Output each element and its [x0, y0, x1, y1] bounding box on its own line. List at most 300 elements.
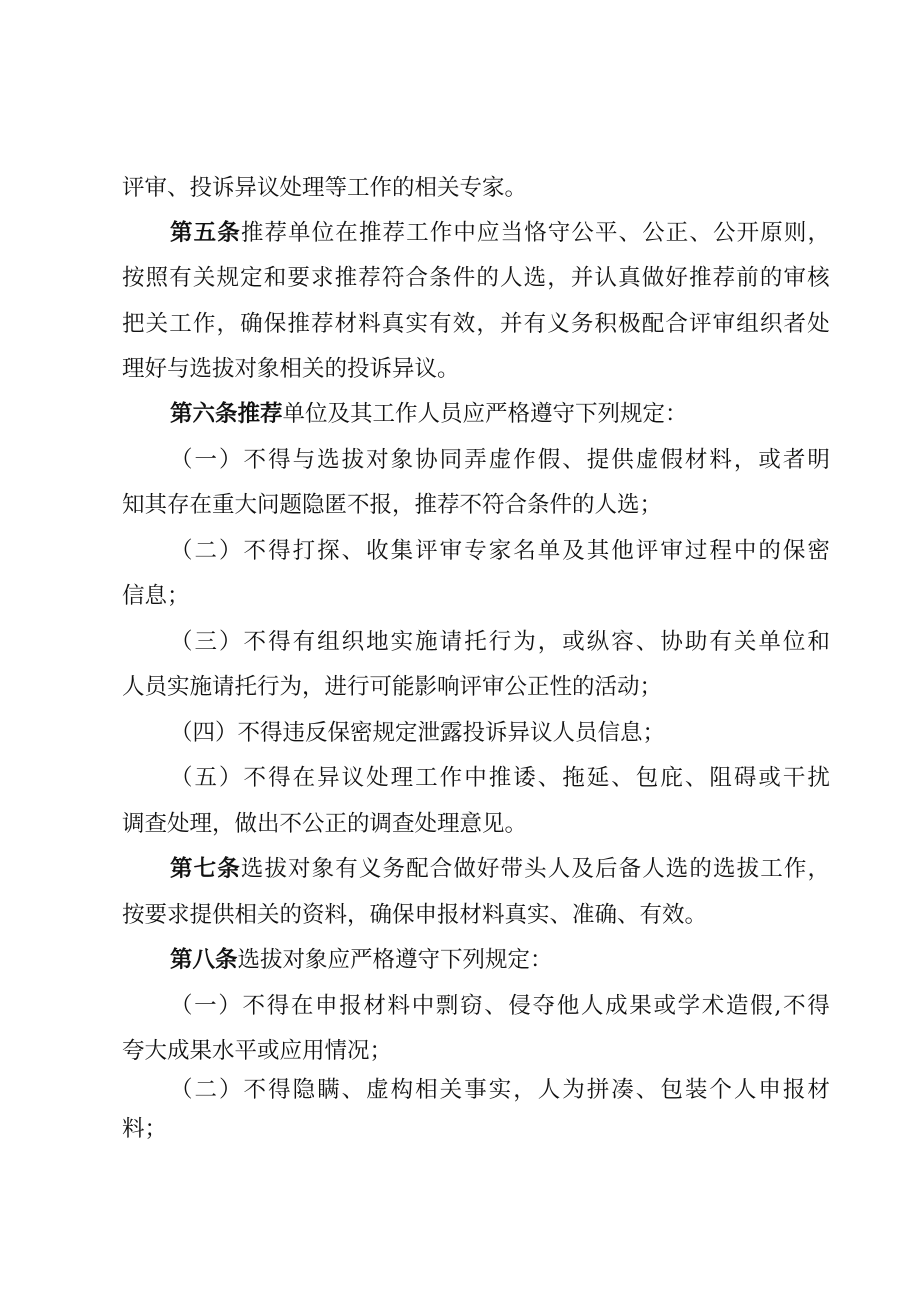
text-char: 得	[807, 993, 830, 1019]
text-char: 造	[725, 993, 749, 1019]
text-char: 核	[807, 265, 830, 291]
text-char: 要	[287, 265, 310, 291]
text-char: 相	[415, 1077, 438, 1103]
text-char: ，	[216, 311, 240, 337]
text-char: 名	[513, 538, 536, 564]
text-char: 申	[315, 993, 338, 1019]
text-char: 瞒	[317, 1077, 340, 1103]
text-char: 假	[660, 447, 683, 473]
text-char: 请	[439, 629, 463, 655]
text-char: 或	[653, 993, 676, 1019]
text-char: 推	[689, 265, 712, 291]
article-8-line	[170, 942, 553, 978]
text-char: 中	[453, 220, 476, 246]
text-char: 保	[782, 538, 806, 564]
text-char: 工	[415, 765, 438, 791]
text-char: 料	[358, 311, 381, 337]
text-char: 的	[476, 265, 499, 291]
text-char: 作	[192, 311, 216, 337]
text-char: 者	[783, 311, 807, 337]
text-char: 得	[268, 765, 291, 791]
text-char: 虚	[488, 447, 512, 473]
text-char: 他	[611, 538, 634, 564]
text-char: 原	[760, 220, 783, 246]
text-char: 推	[488, 765, 512, 791]
text-char: 探	[317, 538, 340, 564]
text-char: 同	[439, 447, 463, 473]
text-char: 弄	[464, 447, 487, 473]
text-char: 作	[439, 765, 463, 791]
text-char: 荐	[382, 220, 405, 246]
text-char: 异	[317, 765, 340, 791]
text-char: 、	[484, 993, 507, 1019]
text-char: 守	[547, 220, 571, 246]
text-char: 、	[635, 629, 659, 655]
text-char: 的	[758, 538, 781, 564]
text-char: 托	[464, 629, 487, 655]
text-char: 认	[594, 265, 618, 291]
text-char: 当	[500, 220, 524, 246]
text-char: 做	[641, 265, 665, 291]
text-char: 人	[500, 265, 523, 291]
text-char: 凑	[611, 1077, 634, 1103]
text-char: 有	[523, 311, 547, 337]
text-char: 协	[415, 447, 438, 473]
text-char: 者	[782, 447, 806, 473]
text-char: 在	[292, 765, 316, 791]
text-char: 密	[807, 538, 830, 564]
article-heading-char: 五	[193, 220, 217, 246]
text-char: 纵	[586, 629, 610, 655]
text-char: 家	[488, 538, 512, 564]
text-char: 他	[556, 993, 580, 1019]
text-char: 、	[684, 765, 708, 791]
text-char: 选	[523, 265, 547, 291]
text-char: 、	[689, 220, 712, 246]
text-char: 集	[390, 538, 414, 564]
text-char: 前	[736, 265, 759, 291]
text-char: 单	[758, 629, 781, 655]
text-char: 明	[807, 447, 830, 473]
text-char: 规	[216, 265, 240, 291]
text-char: 审	[660, 538, 683, 564]
text-char: 阻	[709, 765, 732, 791]
text-char: 推	[334, 265, 358, 291]
text-char: 组	[317, 629, 340, 655]
text-char: 象	[390, 447, 414, 473]
text-char: 保	[263, 311, 287, 337]
text-char: 审	[712, 311, 736, 337]
text-char: 议	[341, 765, 365, 791]
text-char: 地	[366, 629, 389, 655]
text-char: 象	[311, 856, 335, 882]
text-char: 收	[366, 538, 389, 564]
text-char: 料	[387, 993, 411, 1019]
text-char: 申	[758, 1077, 781, 1103]
text-char: 实	[390, 629, 414, 655]
text-char: 不	[243, 447, 267, 473]
text-line	[122, 306, 830, 342]
text-char: 对	[288, 856, 311, 882]
text-line: 理好与选拔对象相关的投诉异议。	[122, 356, 460, 382]
text-char: 、	[341, 538, 365, 564]
text-char: 备	[618, 856, 642, 882]
text-char: 工	[406, 220, 429, 246]
text-char: 中	[411, 993, 435, 1019]
text-char: 和	[807, 629, 830, 655]
text-char: 夺	[532, 993, 556, 1019]
text-char: 五	[194, 765, 218, 791]
text-segment: 选拔对象应严格遵守下列规定：	[237, 947, 553, 973]
text-char: 成	[605, 993, 628, 1019]
article-heading-char: 七	[193, 856, 217, 882]
text-char: 学	[677, 993, 701, 1019]
text-char: 为	[562, 1077, 585, 1103]
text-char: 效	[452, 311, 476, 337]
text-char: 推	[358, 220, 382, 246]
text-char: 、	[618, 220, 642, 246]
text-char: 对	[366, 447, 389, 473]
text-line: （四）不得违反保密规定泄露投诉异议人员信息；	[170, 720, 666, 746]
text-char: 把	[122, 311, 145, 337]
text-char: 得	[268, 629, 291, 655]
text-char: 正	[665, 220, 689, 246]
article-heading-char: 条	[217, 856, 240, 882]
text-line	[170, 624, 830, 660]
text-char: 中	[464, 765, 487, 791]
text-char: ，	[807, 220, 830, 246]
text-char: 有	[335, 856, 358, 882]
text-char: 专	[464, 538, 487, 564]
text-char: 术	[701, 993, 725, 1019]
text-char: 过	[684, 538, 708, 564]
text-char: 推	[240, 220, 264, 246]
text-char: 人	[642, 856, 665, 882]
text-char: 位	[782, 629, 806, 655]
text-char: 配	[406, 856, 429, 882]
text-char: 实	[405, 311, 429, 337]
text-char: 有	[429, 311, 452, 337]
text-char: 庇	[660, 765, 683, 791]
text-char: 虚	[635, 447, 659, 473]
text-line: 夸大成果水平或应用情况；	[122, 1038, 393, 1064]
text-char: 拔	[341, 447, 365, 473]
text-char: 拖	[562, 765, 585, 791]
article-5-line	[170, 215, 830, 251]
text-char: 织	[341, 629, 365, 655]
text-char: 并	[500, 311, 523, 337]
text-char: 容	[611, 629, 634, 655]
text-char: 位	[311, 220, 335, 246]
text-char: 关	[192, 265, 216, 291]
text-char: ）	[219, 765, 242, 791]
text-char: （	[170, 629, 193, 655]
text-char: 组	[736, 311, 759, 337]
text-char: ，	[537, 629, 561, 655]
text-char: 选	[713, 856, 736, 882]
text-char: 报	[339, 993, 362, 1019]
text-char: 干	[782, 765, 806, 791]
article-heading-char: 第	[170, 856, 193, 882]
text-char: 荐	[264, 220, 287, 246]
text-char: ）	[218, 993, 241, 1019]
text-char: 件	[452, 265, 476, 291]
text-char: 审	[783, 265, 807, 291]
text-char: 关	[145, 311, 169, 337]
text-char: 处	[807, 311, 830, 337]
text-char: 评	[689, 311, 712, 337]
text-char: 二	[194, 1077, 218, 1103]
text-char: 不	[242, 993, 266, 1019]
text-char: 实	[488, 1077, 512, 1103]
text-char: 不	[243, 629, 267, 655]
text-char: 不	[243, 538, 267, 564]
text-char: 符	[381, 265, 405, 291]
text-char: 积	[594, 311, 618, 337]
text-char: 则	[783, 220, 807, 246]
text-char: 在	[290, 993, 314, 1019]
text-char: 人	[733, 1077, 757, 1103]
text-line: 知其存在重大问题隐匿不报，推荐不符合条件的人选；	[122, 492, 663, 518]
text-char: 及	[571, 856, 594, 882]
text-char: 不	[243, 765, 267, 791]
text-char: ）	[219, 1077, 242, 1103]
text-char: 在	[335, 220, 358, 246]
text-line	[170, 760, 830, 796]
text-char: 拔	[264, 856, 287, 882]
text-char: 、	[611, 765, 634, 791]
text-line	[122, 260, 830, 296]
text-char: 定	[240, 265, 263, 291]
text-char: ，	[547, 265, 570, 291]
text-char: 评	[635, 538, 659, 564]
text-char: 条	[429, 265, 452, 291]
text-char: 选	[317, 447, 340, 473]
article-heading-char: 第	[170, 220, 193, 246]
text-char: 程	[709, 538, 732, 564]
text-line	[170, 533, 830, 569]
text-line	[170, 442, 830, 478]
text-char: 推	[287, 311, 310, 337]
text-char: 务	[570, 311, 594, 337]
text-char: 不	[783, 993, 806, 1019]
text-char: 材	[807, 1077, 830, 1103]
text-char: 得	[266, 993, 290, 1019]
text-char: 碍	[733, 765, 757, 791]
text-char: （	[170, 1077, 193, 1103]
text-char: 荐	[712, 265, 736, 291]
text-char: 单	[288, 220, 311, 246]
text-char: 及	[562, 538, 585, 564]
text-char: 处	[366, 765, 389, 791]
text-char: 确	[240, 311, 263, 337]
text-char: 包	[660, 1077, 683, 1103]
text-char: 头	[524, 856, 547, 882]
text-char: ，	[807, 856, 830, 882]
text-char: 得	[268, 538, 291, 564]
text-char: ，	[733, 447, 757, 473]
text-char: 得	[268, 447, 291, 473]
text-char: 织	[759, 311, 783, 337]
text-char: 好	[476, 856, 500, 882]
text-char: 极	[618, 311, 641, 337]
text-char: 材	[363, 993, 386, 1019]
text-char: 合	[429, 856, 453, 882]
text-char: 合	[405, 265, 429, 291]
text-char: 合	[665, 311, 688, 337]
text-char: 有	[709, 629, 732, 655]
text-char: 施	[415, 629, 438, 655]
text-char: 公	[713, 220, 736, 246]
text-line: 按要求提供相关的资料，确保申报材料真实、准确、有效。	[122, 902, 708, 928]
text-char: 或	[758, 447, 781, 473]
text-char: 评	[415, 538, 438, 564]
text-char: 配	[641, 311, 665, 337]
text-char: ）	[219, 629, 242, 655]
text-char: 拔	[736, 856, 760, 882]
text-char: 延	[586, 765, 610, 791]
text-char: 行	[488, 629, 512, 655]
article-heading-char: 条	[217, 220, 240, 246]
text-char: 窃	[460, 993, 483, 1019]
text-char: 、	[635, 1077, 659, 1103]
text-char: 工	[760, 856, 783, 882]
text-char: （	[170, 993, 193, 1019]
text-char: 有	[292, 629, 316, 655]
text-char: 的	[689, 856, 712, 882]
text-char: 一	[194, 447, 218, 473]
text-char: 或	[562, 629, 585, 655]
text-char: 关	[439, 1077, 463, 1103]
text-char: 、	[562, 447, 585, 473]
text-char: 后	[594, 856, 618, 882]
text-char: 报	[782, 1077, 806, 1103]
text-char: 供	[611, 447, 634, 473]
text-char: 提	[586, 447, 610, 473]
text-char: 公	[571, 220, 594, 246]
text-char: 材	[684, 447, 708, 473]
text-char: 作	[429, 220, 453, 246]
text-char: 带	[500, 856, 524, 882]
text-char: 事	[464, 1077, 487, 1103]
text-char: 务	[382, 856, 405, 882]
text-char: 开	[736, 220, 760, 246]
text-char: ,	[774, 993, 782, 1019]
text-char: 真	[618, 265, 641, 291]
text-char: 的	[759, 265, 783, 291]
text-char: 装	[684, 1077, 708, 1103]
text-char: 或	[758, 765, 781, 791]
text-char: 义	[547, 311, 570, 337]
text-char: 扰	[807, 765, 830, 791]
text-char: 、	[537, 765, 561, 791]
text-char: 人	[537, 1077, 561, 1103]
text-char: 包	[635, 765, 659, 791]
text-char: 二	[194, 538, 218, 564]
text-char: 荐	[311, 311, 334, 337]
text-char: 假	[537, 447, 561, 473]
text-char: 隐	[292, 1077, 316, 1103]
text-char: 荐	[358, 265, 381, 291]
text-char: 果	[629, 993, 652, 1019]
text-char: ，	[513, 1077, 536, 1103]
text-char: 好	[665, 265, 688, 291]
text-char: 虚	[366, 1077, 389, 1103]
text-char: ，	[476, 311, 499, 337]
text-char: （	[170, 765, 193, 791]
text-char: 工	[169, 311, 192, 337]
text-line: 评审、投诉异议处理等工作的相关专家。	[122, 175, 528, 201]
text-char: 应	[476, 220, 500, 246]
text-char: 为	[513, 629, 536, 655]
text-char: 人	[547, 856, 571, 882]
article-heading: 第六条推荐	[170, 401, 283, 427]
text-char: 助	[684, 629, 708, 655]
text-char: 照	[145, 265, 169, 291]
text-char: 选	[240, 856, 264, 882]
text-char: 真	[381, 311, 405, 337]
text-line	[170, 988, 830, 1024]
text-char: 按	[122, 265, 145, 291]
text-line: 料；	[122, 1116, 168, 1142]
text-char: 打	[292, 538, 316, 564]
text-char: ）	[219, 447, 242, 473]
text-char: 一	[194, 993, 217, 1019]
article-heading: 第八条	[170, 947, 238, 973]
text-char: ）	[219, 538, 242, 564]
text-char: 和	[263, 265, 287, 291]
text-char: 做	[453, 856, 476, 882]
text-char: 协	[660, 629, 683, 655]
text-char: 人	[580, 993, 604, 1019]
text-line: 调查处理，做出不公正的调查处理意见。	[122, 811, 528, 837]
text-char: （	[170, 447, 193, 473]
text-char: 作	[783, 856, 807, 882]
text-char: 求	[311, 265, 334, 291]
text-char: 不	[243, 1077, 267, 1103]
text-char: 义	[358, 856, 382, 882]
text-char: 剽	[435, 993, 459, 1019]
text-line: 信息；	[122, 583, 190, 609]
text-char: 拼	[586, 1077, 610, 1103]
text-char: 选	[665, 856, 689, 882]
text-char: 关	[733, 629, 757, 655]
text-char: 作	[513, 447, 536, 473]
text-char: 其	[586, 538, 610, 564]
text-segment: 单位及其工作人员应严格遵守下列规定：	[282, 401, 688, 427]
text-char: 、	[341, 1077, 365, 1103]
text-char: （	[170, 538, 193, 564]
text-char: 平	[594, 220, 618, 246]
text-char: 料	[709, 447, 732, 473]
text-char: 并	[570, 265, 594, 291]
text-char: 与	[292, 447, 316, 473]
article-7-line	[170, 851, 830, 887]
text-char: 审	[439, 538, 463, 564]
article-6-line	[170, 396, 688, 432]
text-char: 得	[268, 1077, 291, 1103]
text-char: 侵	[508, 993, 531, 1019]
text-char: 诿	[513, 765, 536, 791]
text-line: 人员实施请托行为，进行可能影响评审公正性的活动；	[122, 674, 663, 700]
text-line	[170, 1072, 830, 1108]
text-char: 有	[169, 265, 192, 291]
text-char: 公	[642, 220, 665, 246]
text-char: 中	[733, 538, 757, 564]
text-char: 单	[537, 538, 561, 564]
text-char: 材	[334, 311, 358, 337]
text-char: 恪	[524, 220, 547, 246]
